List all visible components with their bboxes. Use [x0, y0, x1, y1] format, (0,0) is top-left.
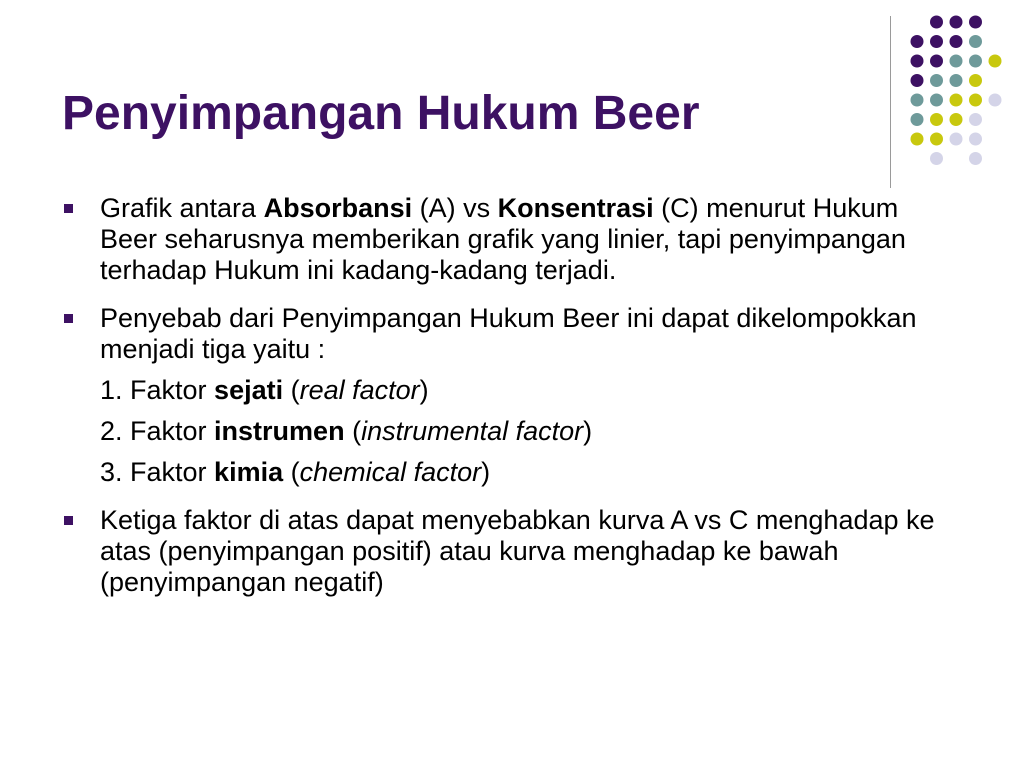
- purple-dot: [969, 16, 982, 29]
- lavender-dot: [969, 133, 982, 146]
- factor-3-name: kimia: [214, 457, 284, 487]
- purple-dot: [911, 35, 924, 48]
- teal-dot: [950, 55, 963, 68]
- bullet-1-text-end: (C) menurut Hukum Beer seharusnya memberikan grafik yang linier, tapi penyimpangan terhadap Hukum ini kadang-kadang terjadi.: [100, 193, 906, 285]
- konsentrasi-term: Konsentrasi: [497, 193, 654, 223]
- yellow-dot: [950, 94, 963, 107]
- factor-2-name: instrumen: [214, 416, 345, 446]
- factor-2-open-paren: (: [344, 416, 362, 446]
- bullet-item-2: [62, 303, 952, 488]
- teal-dot: [930, 94, 943, 107]
- lavender-dot: [950, 133, 963, 146]
- yellow-dot: [930, 113, 943, 126]
- teal-dot: [950, 74, 963, 87]
- square-bullet-icon: [64, 516, 73, 525]
- purple-dot: [950, 35, 963, 48]
- yellow-dot: [969, 74, 982, 87]
- factor-3-prefix: 3. Faktor: [100, 457, 215, 487]
- factor-2-close-paren: ): [583, 416, 593, 446]
- square-bullet-icon: [64, 314, 73, 323]
- purple-dot: [911, 74, 924, 87]
- bullet-item-3: [62, 505, 952, 598]
- factor-2-english: instrumental factor: [361, 416, 584, 446]
- teal-dot: [930, 74, 943, 87]
- factor-3-close-paren: ): [481, 457, 491, 487]
- title-divider-line: [890, 16, 891, 188]
- lavender-dot: [969, 113, 982, 126]
- teal-dot: [911, 113, 924, 126]
- factor-1-english: real factor: [299, 375, 420, 405]
- teal-dot: [911, 94, 924, 107]
- teal-dot: [969, 35, 982, 48]
- factor-item-3: [100, 457, 952, 488]
- purple-dot: [911, 55, 924, 68]
- purple-dot: [930, 35, 943, 48]
- bullet-1-text-start: Grafik antara: [100, 193, 264, 223]
- teal-dot: [969, 55, 982, 68]
- absorbansi-term: Absorbansi: [263, 193, 413, 223]
- purple-dot: [950, 16, 963, 29]
- slide-content: [62, 193, 952, 615]
- yellow-dot: [950, 113, 963, 126]
- factor-1-prefix: 1. Faktor: [100, 375, 215, 405]
- purple-dot: [930, 55, 943, 68]
- yellow-dot: [911, 133, 924, 146]
- yellow-dot: [930, 133, 943, 146]
- square-bullet-icon: [64, 204, 73, 213]
- yellow-dot: [969, 94, 982, 107]
- bullet-3-text: Ketiga faktor di atas dapat menyebabkan kurva A vs C menghadap ke atas (penyimpangan positif) atau kurva menghadap ke bawah (penyimpangan negatif): [100, 505, 935, 597]
- factor-1-close-paren: ): [419, 375, 429, 405]
- factor-3-open-paren: (: [283, 457, 300, 487]
- bullet-item-1: [62, 193, 952, 286]
- factor-2-prefix: 2. Faktor: [100, 416, 215, 446]
- bullet-2-text: Penyebab dari Penyimpangan Hukum Beer ini dapat dikelompokkan menjadi tiga yaitu :: [100, 303, 917, 364]
- bullet-1-text-mid: (A) vs: [412, 193, 498, 223]
- factor-3-english: chemical factor: [299, 457, 482, 487]
- slide-title: Penyimpangan Hukum Beer: [62, 87, 700, 140]
- factor-1-name: sejati: [214, 375, 284, 405]
- lavender-dot: [930, 152, 943, 165]
- factor-item-2: [100, 416, 952, 447]
- lavender-dot: [969, 152, 982, 165]
- lavender-dot: [989, 94, 1002, 107]
- yellow-dot: [989, 55, 1002, 68]
- purple-dot: [930, 16, 943, 29]
- factor-1-open-paren: (: [283, 375, 300, 405]
- factor-item-1: [100, 375, 952, 406]
